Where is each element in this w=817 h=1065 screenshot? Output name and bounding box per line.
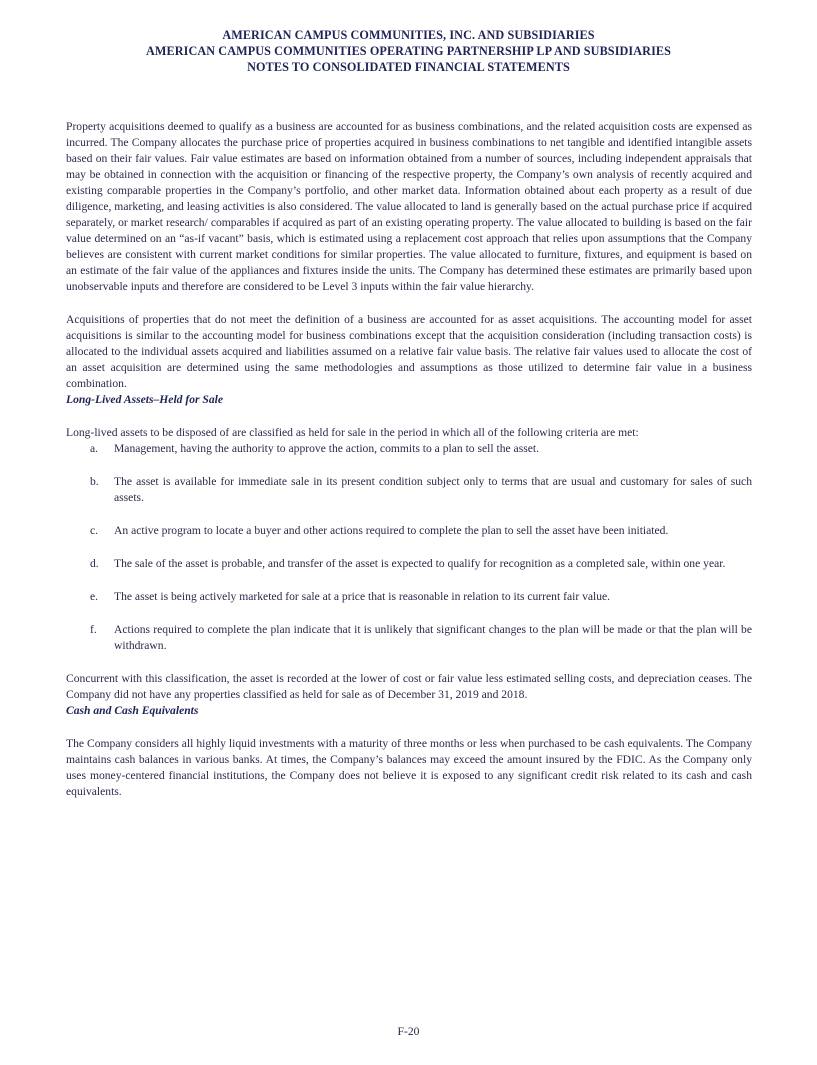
criteria-item-d (66, 556, 752, 572)
held-for-sale-criteria-list (66, 441, 752, 654)
asset-acquisitions-paragraph: Acquisitions of properties that do not meet the definition of a business are accounted for as asset acquisitions. The accounting model for asset acquisitions is similar to the accounting model for business combinations except that the acquisition consideration (including transaction costs) is allocated to the individual assets acquired and liabilities assumed on a relative fair value basis. The relative fair values used to allocate the cost of an asset acquisition are determined using the same methodologies and assumptions as those utilized to determine fair value in a business combination. (66, 313, 752, 390)
classification-paragraph: Concurrent with this classification, the asset is recorded at the lower of cost or fair value less estimated selling costs, and depreciation ceases. The Company did not have any properties classified as held for sale as of December 31, 2019 and 2018. (66, 672, 752, 701)
criteria-text: The sale of the asset is probable, and transfer of the asset is expected to qualify for recognition as a completed sale, within one year. (114, 557, 726, 570)
criteria-text: An active program to locate a buyer and other actions required to complete the plan to sell the asset have been initiated. (114, 524, 669, 537)
criteria-marker: c. (90, 524, 99, 537)
criteria-marker: f. (90, 623, 97, 636)
criteria-marker: b. (90, 475, 99, 488)
criteria-item-b (66, 474, 752, 506)
header-partnership-name: AMERICAN CAMPUS COMMUNITIES OPERATING PARTNERSHIP LP AND SUBSIDIARIES (145, 44, 672, 58)
page-number: F-20 (397, 1025, 420, 1038)
page-header (0, 27, 817, 75)
criteria-text: The asset is being actively marketed for sale at a price that is reasonable in relation to its current fair value. (114, 590, 611, 603)
header-company-name: AMERICAN CAMPUS COMMUNITIES, INC. AND SUBSIDIARIES (222, 28, 595, 42)
criteria-marker: d. (90, 557, 99, 570)
business-combinations-paragraph: Property acquisitions deemed to qualify as a business are accounted for as business combinations, and the related acquisition costs are expensed as incurred. The Company allocates the purchase price of properties acquired in business combinations to net tangible and identified intangible assets based on their fair values. Fair value estimates are based on information obtained from a number of sources, including independent appraisals that may be obtained in connection with the acquisition or financing of the respective property, the Company’s own analysis of recently acquired and existing comparable properties in the Company’s portfolio, and other market data. Information obtained about each property as a result of due diligence, marketing, and leasing activities is also considered. The value allocated to land is generally based on the actual purchase price if acquired separately, or market research/ comparables if acquired as part of an existing operating property. The value allocated to building is based on the fair value determined on an “as-if vacant” basis, which is estimated using a replacement cost approach that relies upon assumptions that the Company believes are consistent with current market conditions for similar properties. The value allocated to furniture, fixtures, and equipment is based on an estimate of the fair value of the appliances and fixtures inside the units. The Company has determined these estimates are primarily based upon unobservable inputs and therefore are considered to be Level 3 inputs within the fair value hierarchy. (66, 120, 752, 293)
page-content (66, 119, 752, 800)
criteria-item-f (66, 622, 752, 654)
held-for-sale-heading: Long-Lived Assets–Held for Sale (66, 393, 224, 406)
criteria-item-e (66, 589, 752, 605)
cash-equivalents-heading: Cash and Cash Equivalents (66, 704, 199, 717)
criteria-text: Management, having the authority to approve the action, commits to a plan to sell the asset. (114, 442, 539, 455)
criteria-item-a (66, 441, 752, 457)
criteria-marker: a. (90, 442, 99, 455)
criteria-text: Actions required to complete the plan indicate that it is unlikely that significant changes to the plan will be made or that the plan will be withdrawn. (114, 623, 752, 652)
criteria-marker: e. (90, 590, 99, 603)
cash-equivalents-paragraph: The Company considers all highly liquid investments with a maturity of three months or less when purchased to be cash equivalents. The Company maintains cash balances in various banks. At times, the Company’s balances may exceed the amount insured by the FDIC. As the Company only uses money-centered financial institutions, the Company does not believe it is exposed to any significant credit risk related to its cash and cash equivalents. (66, 737, 752, 798)
criteria-item-c (66, 523, 752, 539)
criteria-text: The asset is available for immediate sale in its present condition subject only to terms that are usual and customary for sales of such assets. (114, 475, 752, 504)
header-section-title: NOTES TO CONSOLIDATED FINANCIAL STATEMENTS (247, 60, 570, 74)
held-for-sale-intro-paragraph: Long-lived assets to be disposed of are classified as held for sale in the period in which all of the following criteria are met: (66, 426, 639, 439)
